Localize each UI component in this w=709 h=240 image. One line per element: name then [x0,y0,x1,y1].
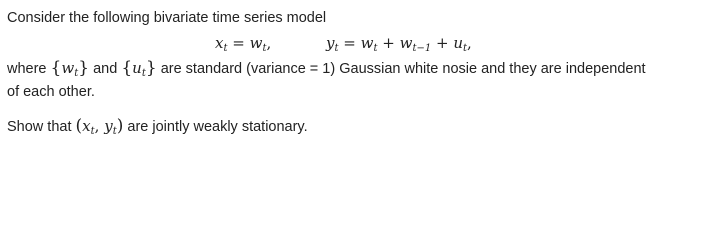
brace-close: } [78,58,90,78]
brace-open: { [50,58,62,78]
set-w [51,59,90,77]
pair-y-sub: t [112,126,117,137]
pair-comma: , [94,117,105,135]
eq-y-term1: w [360,34,374,52]
set-u-sub: t [141,68,146,79]
paren-open: ( [75,116,83,136]
eq-y-term3: u [453,34,463,52]
eq-x-lhs: x [215,34,224,52]
eq-x-lhs-sub: t [223,43,228,54]
eq-y-trail: , [467,34,472,52]
eq-y-lhs: y [326,34,335,52]
eq-x-rhs: w [249,34,263,52]
paren-close: ) [116,116,124,136]
eq-y-lhs-sub: t [334,43,339,54]
set-u-var: u [132,59,142,77]
set-w-sub: t [74,68,79,79]
desc-and: and [89,61,122,77]
task-suffix: are jointly weakly stationary. [123,119,308,135]
description-line [7,58,646,79]
description-continuation: of each other. [7,84,95,100]
eq-x-rhs-sub: t [262,43,267,54]
eq-y-term1-sub: t [373,43,378,54]
eq-x-op: = [227,34,250,52]
eq-y-term2: w [399,34,413,52]
equation-x [215,33,271,53]
set-u [121,59,156,77]
equation-y [326,33,472,53]
intro-sentence: Consider the following bivariate time series model [7,10,327,26]
brace-close: } [145,58,157,78]
eq-x-trail: , [266,34,272,52]
eq-y-plus2: + [431,34,454,52]
eq-y-term3-sub: t [463,43,468,54]
set-w-var: w [61,59,75,77]
pair-x-sub: t [90,126,95,137]
eq-y-op: = [338,34,361,52]
desc-suffix: are standard (variance = 1) Gaussian white nosie and they are independent [156,61,646,77]
pair-xy [76,117,124,135]
eq-y-term2-sub: t−1 [412,43,432,54]
desc-prefix: where [7,61,51,77]
brace-open: { [121,58,133,78]
task-prefix: Show that [7,119,76,135]
pair-y: y [104,117,113,135]
pair-x: x [82,117,91,135]
eq-y-plus1: + [377,34,400,52]
task-sentence [7,116,308,137]
